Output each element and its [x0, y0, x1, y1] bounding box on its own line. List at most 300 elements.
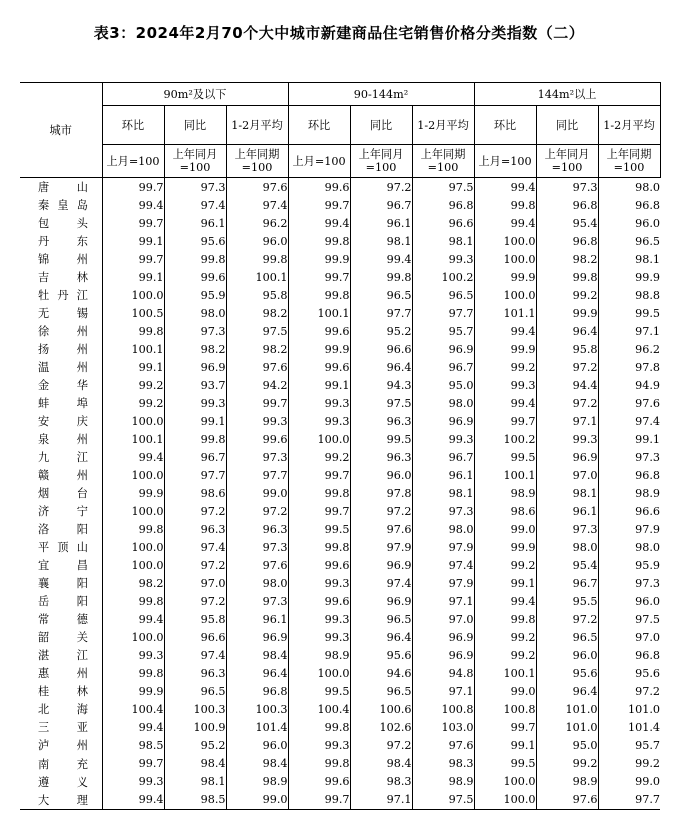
- index-value-cell: 97.2: [350, 736, 412, 754]
- index-value-cell: 96.8: [536, 196, 598, 214]
- index-value-cell: 97.4: [598, 412, 660, 430]
- city-name: 平顶山: [38, 541, 88, 555]
- table-row: [20, 232, 660, 250]
- index-value-cell: 99.6: [288, 773, 350, 791]
- index-value-cell: 100.5: [102, 304, 164, 322]
- index-value-cell: 98.0: [598, 178, 660, 197]
- index-value-cell: 95.6: [350, 646, 412, 664]
- index-value-cell: 99.3: [412, 430, 474, 448]
- index-value-cell: 99.4: [102, 791, 164, 810]
- table-row: [20, 412, 660, 430]
- index-value-cell: 99.4: [474, 394, 536, 412]
- city-cell: [20, 682, 102, 700]
- index-value-cell: 96.3: [350, 448, 412, 466]
- index-value-cell: 96.1: [412, 466, 474, 484]
- index-value-cell: 99.6: [164, 268, 226, 286]
- index-value-cell: 97.2: [536, 358, 598, 376]
- index-value-cell: 99.1: [102, 232, 164, 250]
- index-value-cell: 99.1: [164, 412, 226, 430]
- table-row: [20, 502, 660, 520]
- index-value-cell: 97.2: [350, 502, 412, 520]
- index-value-cell: 97.6: [226, 556, 288, 574]
- index-value-cell: 100.0: [474, 250, 536, 268]
- index-value-cell: 98.9: [288, 646, 350, 664]
- index-value-cell: 98.9: [226, 773, 288, 791]
- index-value-cell: 96.8: [536, 232, 598, 250]
- index-value-cell: 96.0: [536, 646, 598, 664]
- index-value-cell: 99.8: [288, 538, 350, 556]
- index-value-cell: 96.6: [164, 628, 226, 646]
- index-value-cell: 96.0: [226, 232, 288, 250]
- table-row: [20, 268, 660, 286]
- index-value-cell: 94.6: [350, 664, 412, 682]
- index-value-cell: 100.6: [350, 700, 412, 718]
- index-value-cell: 97.2: [536, 610, 598, 628]
- city-name: 温州: [38, 361, 88, 375]
- city-name: 锦州: [38, 253, 88, 267]
- city-name: 安庆: [38, 415, 88, 429]
- index-value-cell: 100.0: [102, 502, 164, 520]
- index-value-cell: 97.1: [598, 322, 660, 340]
- index-value-cell: 97.7: [226, 466, 288, 484]
- table-row: [20, 466, 660, 484]
- index-value-cell: 99.5: [474, 448, 536, 466]
- index-value-cell: 99.7: [474, 412, 536, 430]
- index-value-cell: 100.0: [102, 628, 164, 646]
- index-value-cell: 99.4: [102, 448, 164, 466]
- index-value-cell: 100.0: [102, 412, 164, 430]
- index-value-cell: 101.0: [536, 700, 598, 718]
- index-value-cell: 98.6: [474, 502, 536, 520]
- city-cell: [20, 250, 102, 268]
- index-value-cell: 97.5: [598, 610, 660, 628]
- index-value-cell: 98.1: [536, 484, 598, 502]
- index-value-cell: 99.4: [474, 322, 536, 340]
- city-cell: [20, 556, 102, 574]
- index-value-cell: 94.9: [598, 376, 660, 394]
- index-value-cell: 99.8: [288, 755, 350, 773]
- table-row: [20, 574, 660, 592]
- index-value-cell: 95.0: [536, 736, 598, 754]
- index-value-cell: 99.5: [474, 755, 536, 773]
- index-value-cell: 96.8: [226, 682, 288, 700]
- metric-header: 同比: [536, 106, 598, 145]
- index-value-cell: 97.5: [412, 791, 474, 810]
- index-value-cell: 101.4: [226, 718, 288, 736]
- table-row: [20, 773, 660, 791]
- index-value-cell: 95.9: [164, 286, 226, 304]
- index-value-cell: 97.2: [164, 556, 226, 574]
- index-value-cell: 96.0: [350, 466, 412, 484]
- table-row: [20, 304, 660, 322]
- index-value-cell: 100.0: [474, 232, 536, 250]
- index-value-cell: 100.2: [412, 268, 474, 286]
- index-value-cell: 99.3: [536, 430, 598, 448]
- table-row: [20, 484, 660, 502]
- city-cell: [20, 178, 102, 197]
- index-value-cell: 98.2: [226, 304, 288, 322]
- city-cell: [20, 304, 102, 322]
- index-value-cell: 97.7: [164, 466, 226, 484]
- index-value-cell: 99.6: [226, 430, 288, 448]
- index-value-cell: 99.4: [102, 610, 164, 628]
- index-value-cell: 94.4: [536, 376, 598, 394]
- index-value-cell: 99.7: [226, 394, 288, 412]
- city-cell: [20, 592, 102, 610]
- index-value-cell: 99.1: [474, 574, 536, 592]
- table-row: [20, 430, 660, 448]
- index-value-cell: 96.2: [598, 340, 660, 358]
- city-column-header: 城市: [20, 83, 102, 178]
- table-row: [20, 340, 660, 358]
- index-value-cell: 96.8: [412, 196, 474, 214]
- index-value-cell: 97.4: [164, 646, 226, 664]
- index-value-cell: 99.4: [102, 196, 164, 214]
- index-value-cell: 97.9: [412, 538, 474, 556]
- index-value-cell: 96.6: [412, 214, 474, 232]
- index-value-cell: 96.4: [350, 358, 412, 376]
- index-value-cell: 98.3: [350, 773, 412, 791]
- index-value-cell: 99.8: [350, 268, 412, 286]
- index-value-cell: 99.7: [288, 196, 350, 214]
- index-value-cell: 96.9: [412, 412, 474, 430]
- index-value-cell: 95.5: [536, 592, 598, 610]
- index-value-cell: 96.9: [164, 358, 226, 376]
- index-value-cell: 95.2: [164, 736, 226, 754]
- index-value-cell: 99.1: [102, 358, 164, 376]
- index-value-cell: 99.2: [474, 628, 536, 646]
- index-value-cell: 96.9: [412, 646, 474, 664]
- index-value-cell: 96.3: [164, 520, 226, 538]
- index-value-cell: 97.5: [350, 394, 412, 412]
- index-value-cell: 97.3: [536, 520, 598, 538]
- index-value-cell: 98.4: [226, 646, 288, 664]
- index-value-cell: 99.8: [288, 718, 350, 736]
- index-value-cell: 97.3: [226, 448, 288, 466]
- city-cell: [20, 268, 102, 286]
- index-value-cell: 100.3: [164, 700, 226, 718]
- index-value-cell: 94.8: [412, 664, 474, 682]
- index-value-cell: 100.1: [474, 466, 536, 484]
- city-name: 泸州: [38, 739, 88, 753]
- index-value-cell: 97.7: [598, 791, 660, 810]
- index-value-cell: 97.9: [350, 538, 412, 556]
- index-value-cell: 97.9: [412, 574, 474, 592]
- city-cell: [20, 646, 102, 664]
- index-value-cell: 96.7: [536, 574, 598, 592]
- index-value-cell: 96.1: [226, 610, 288, 628]
- index-value-cell: 99.7: [288, 268, 350, 286]
- index-value-cell: 96.3: [350, 412, 412, 430]
- city-cell: [20, 430, 102, 448]
- index-value-cell: 98.2: [536, 250, 598, 268]
- table-row: [20, 358, 660, 376]
- base-header: 上月=100: [102, 145, 164, 178]
- index-value-cell: 98.1: [412, 484, 474, 502]
- index-value-cell: 99.3: [288, 412, 350, 430]
- index-value-cell: 95.8: [164, 610, 226, 628]
- index-value-cell: 97.5: [226, 322, 288, 340]
- index-value-cell: 99.8: [102, 664, 164, 682]
- city-cell: [20, 322, 102, 340]
- city-cell: [20, 286, 102, 304]
- city-cell: [20, 736, 102, 754]
- city-name: 泉州: [38, 433, 88, 447]
- group-header: 90m²及以下: [102, 83, 288, 106]
- metric-header: 1-2月平均: [226, 106, 288, 145]
- base-header: 上年同月=100: [536, 145, 598, 178]
- city-name: 遵义: [38, 775, 88, 789]
- metric-header: 同比: [350, 106, 412, 145]
- index-value-cell: 99.3: [412, 250, 474, 268]
- city-name: 烟台: [38, 487, 88, 501]
- city-name: 宜昌: [38, 559, 88, 573]
- index-value-cell: 100.8: [474, 700, 536, 718]
- index-value-cell: 99.2: [536, 286, 598, 304]
- index-value-cell: 99.6: [288, 178, 350, 197]
- index-value-cell: 98.0: [598, 538, 660, 556]
- index-value-cell: 99.3: [102, 646, 164, 664]
- price-index-table: [20, 82, 661, 810]
- index-value-cell: 97.6: [598, 394, 660, 412]
- index-value-cell: 93.7: [164, 376, 226, 394]
- index-value-cell: 97.0: [164, 574, 226, 592]
- index-value-cell: 96.7: [164, 448, 226, 466]
- index-value-cell: 96.9: [412, 340, 474, 358]
- index-value-cell: 99.9: [474, 538, 536, 556]
- table-row: [20, 556, 660, 574]
- city-cell: [20, 664, 102, 682]
- base-header: 上月=100: [288, 145, 350, 178]
- city-cell: [20, 394, 102, 412]
- index-value-cell: 96.1: [164, 214, 226, 232]
- index-value-cell: 99.1: [102, 268, 164, 286]
- index-value-cell: 100.1: [474, 664, 536, 682]
- city-name: 南充: [38, 757, 88, 771]
- index-value-cell: 96.3: [164, 664, 226, 682]
- index-value-cell: 98.1: [598, 250, 660, 268]
- index-value-cell: 99.7: [288, 502, 350, 520]
- index-value-cell: 97.7: [412, 304, 474, 322]
- city-cell: [20, 214, 102, 232]
- index-value-cell: 99.2: [598, 755, 660, 773]
- index-value-cell: 95.7: [598, 736, 660, 754]
- index-value-cell: 96.4: [536, 322, 598, 340]
- index-value-cell: 99.9: [102, 484, 164, 502]
- group-header: 144m²以上: [474, 83, 660, 106]
- city-name: 扬州: [38, 343, 88, 357]
- index-value-cell: 99.7: [288, 791, 350, 810]
- index-value-cell: 99.8: [102, 322, 164, 340]
- index-value-cell: 96.5: [412, 286, 474, 304]
- table-row: [20, 196, 660, 214]
- city-name: 北海: [38, 703, 88, 717]
- page-title: 表3：2024年2月70个大中城市新建商品住宅销售价格分类指数（二）: [93, 24, 585, 42]
- index-value-cell: 99.9: [288, 250, 350, 268]
- index-value-cell: 99.3: [288, 610, 350, 628]
- index-value-cell: 100.0: [474, 791, 536, 810]
- index-value-cell: 99.8: [288, 286, 350, 304]
- index-value-cell: 99.5: [598, 304, 660, 322]
- index-value-cell: 95.8: [536, 340, 598, 358]
- index-value-cell: 99.6: [288, 592, 350, 610]
- index-value-cell: 98.8: [598, 286, 660, 304]
- index-value-cell: 99.9: [474, 268, 536, 286]
- table-row: [20, 214, 660, 232]
- metric-header: 同比: [164, 106, 226, 145]
- index-value-cell: 100.1: [226, 268, 288, 286]
- index-value-cell: 98.2: [164, 340, 226, 358]
- index-value-cell: 99.1: [288, 376, 350, 394]
- index-value-cell: 99.2: [474, 556, 536, 574]
- index-value-cell: 97.4: [164, 538, 226, 556]
- index-value-cell: 98.5: [164, 791, 226, 810]
- index-value-cell: 96.4: [536, 682, 598, 700]
- index-value-cell: 99.3: [474, 376, 536, 394]
- city-cell: [20, 466, 102, 484]
- index-value-cell: 98.3: [412, 755, 474, 773]
- index-value-cell: 99.0: [598, 773, 660, 791]
- index-value-cell: 96.5: [350, 682, 412, 700]
- index-value-cell: 98.5: [102, 736, 164, 754]
- base-header: 上年同期=100: [226, 145, 288, 178]
- city-name: 桂林: [38, 685, 88, 699]
- index-value-cell: 96.8: [598, 466, 660, 484]
- table-row: [20, 736, 660, 754]
- city-name: 襄阳: [38, 577, 88, 591]
- index-value-cell: 97.2: [598, 682, 660, 700]
- index-value-cell: 97.4: [226, 196, 288, 214]
- table-row: [20, 646, 660, 664]
- table-row: [20, 448, 660, 466]
- index-value-cell: 99.9: [288, 340, 350, 358]
- city-name: 丹东: [38, 235, 88, 249]
- index-value-cell: 97.2: [164, 592, 226, 610]
- index-value-cell: 97.6: [350, 520, 412, 538]
- index-value-cell: 100.3: [226, 700, 288, 718]
- index-value-cell: 97.6: [536, 791, 598, 810]
- table-row: [20, 394, 660, 412]
- index-value-cell: 99.9: [598, 268, 660, 286]
- index-value-cell: 95.8: [226, 286, 288, 304]
- index-value-cell: 98.1: [350, 232, 412, 250]
- index-value-cell: 95.6: [164, 232, 226, 250]
- index-value-cell: 99.5: [288, 682, 350, 700]
- table-row: [20, 700, 660, 718]
- index-value-cell: 99.5: [350, 430, 412, 448]
- index-value-cell: 98.2: [226, 340, 288, 358]
- index-value-cell: 94.3: [350, 376, 412, 394]
- index-value-cell: 97.2: [226, 502, 288, 520]
- index-value-cell: 97.5: [412, 178, 474, 197]
- city-cell: [20, 502, 102, 520]
- index-value-cell: 98.0: [412, 394, 474, 412]
- index-value-cell: 98.4: [226, 755, 288, 773]
- table-row: [20, 520, 660, 538]
- index-value-cell: 96.9: [536, 448, 598, 466]
- group-header: 90-144m²: [288, 83, 474, 106]
- index-value-cell: 96.7: [350, 196, 412, 214]
- index-value-cell: 99.4: [102, 718, 164, 736]
- index-value-cell: 96.6: [598, 502, 660, 520]
- index-value-cell: 99.9: [102, 682, 164, 700]
- index-value-cell: 99.2: [474, 646, 536, 664]
- table-row: [20, 178, 660, 197]
- index-value-cell: 96.5: [598, 232, 660, 250]
- index-value-cell: 99.3: [288, 736, 350, 754]
- index-value-cell: 97.8: [350, 484, 412, 502]
- city-name: 济宁: [38, 505, 88, 519]
- table-body: [20, 178, 660, 810]
- city-cell: [20, 718, 102, 736]
- base-header: 上年同月=100: [350, 145, 412, 178]
- index-value-cell: 101.0: [536, 718, 598, 736]
- index-value-cell: 96.7: [412, 448, 474, 466]
- index-value-cell: 98.1: [412, 232, 474, 250]
- index-value-cell: 99.2: [536, 755, 598, 773]
- city-name: 岳阳: [38, 595, 88, 609]
- index-value-cell: 99.8: [164, 430, 226, 448]
- index-value-cell: 99.7: [102, 755, 164, 773]
- index-value-cell: 96.1: [536, 502, 598, 520]
- index-value-cell: 99.0: [226, 484, 288, 502]
- table-row: [20, 376, 660, 394]
- index-value-cell: 99.2: [102, 376, 164, 394]
- base-header: 上年同月=100: [164, 145, 226, 178]
- index-value-cell: 95.4: [536, 214, 598, 232]
- index-value-cell: 98.9: [598, 484, 660, 502]
- index-value-cell: 99.2: [474, 358, 536, 376]
- index-value-cell: 102.6: [350, 718, 412, 736]
- index-value-cell: 97.2: [164, 502, 226, 520]
- index-value-cell: 100.0: [102, 556, 164, 574]
- index-value-cell: 98.2: [102, 574, 164, 592]
- city-cell: [20, 628, 102, 646]
- index-value-cell: 96.5: [164, 682, 226, 700]
- index-value-cell: 97.3: [412, 502, 474, 520]
- index-value-cell: 97.2: [536, 394, 598, 412]
- base-header: 上年同期=100: [412, 145, 474, 178]
- city-name: 湛江: [38, 649, 88, 663]
- city-name: 洛阳: [38, 523, 88, 537]
- index-value-cell: 99.8: [536, 268, 598, 286]
- index-value-cell: 96.9: [350, 592, 412, 610]
- index-value-cell: 99.9: [536, 304, 598, 322]
- index-value-cell: 99.4: [288, 214, 350, 232]
- city-name: 蚌埠: [38, 397, 88, 411]
- index-value-cell: 97.3: [226, 592, 288, 610]
- index-value-cell: 99.8: [226, 250, 288, 268]
- table-row: [20, 322, 660, 340]
- index-value-cell: 98.1: [164, 773, 226, 791]
- index-value-cell: 99.1: [474, 736, 536, 754]
- city-cell: [20, 376, 102, 394]
- index-value-cell: 99.7: [102, 250, 164, 268]
- index-value-cell: 95.4: [536, 556, 598, 574]
- city-name: 金华: [38, 379, 88, 393]
- city-name: 惠州: [38, 667, 88, 681]
- index-value-cell: 99.2: [102, 394, 164, 412]
- base-header: 上月=100: [474, 145, 536, 178]
- city-name: 秦皇岛: [38, 199, 88, 213]
- index-value-cell: 97.3: [598, 448, 660, 466]
- index-value-cell: 97.3: [164, 178, 226, 197]
- index-value-cell: 100.1: [102, 340, 164, 358]
- index-value-cell: 100.0: [102, 286, 164, 304]
- metric-header: 1-2月平均: [598, 106, 660, 145]
- index-value-cell: 97.6: [226, 358, 288, 376]
- index-value-cell: 99.7: [474, 718, 536, 736]
